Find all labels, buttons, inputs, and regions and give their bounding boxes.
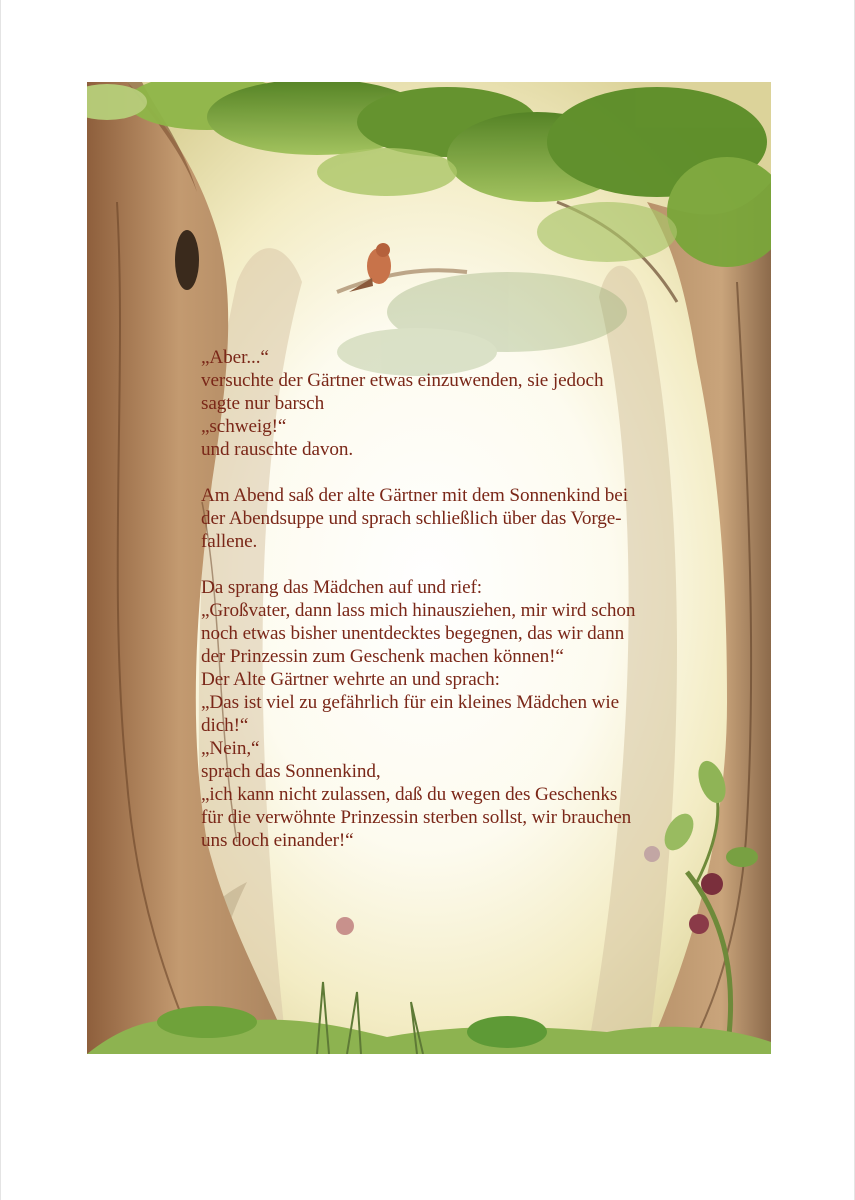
story-line: Da sprang das Mädchen auf und rief: — [201, 577, 483, 598]
story-line: „Aber...“ — [201, 347, 269, 368]
story-line: versuchte der Gärtner etwas einzuwenden, sie jedoch — [201, 370, 604, 391]
story-line: sprach das Sonnenkind, — [201, 761, 381, 782]
paragraph-gap — [201, 461, 661, 484]
story-line: „Großvater, dann lass mich hinausziehen, mir wird schon — [201, 600, 636, 621]
story-line: Der Alte Gärtner wehrte an und sprach: — [201, 669, 500, 690]
story-line: für die verwöhnte Prinzessin sterben sollst, wir brauchen — [201, 807, 632, 828]
story-text — [201, 346, 661, 852]
story-line: „Das ist viel zu gefährlich für ein kleines Mädchen wie — [201, 692, 620, 713]
story-line: der Prinzessin zum Geschenk machen können!“ — [201, 646, 564, 667]
paragraph-gap — [201, 553, 661, 576]
story-line: der Abendsuppe und sprach schließlich über das Vorge- — [201, 508, 622, 529]
story-line: fallene. — [201, 531, 258, 552]
story-line: sagte nur barsch — [201, 393, 325, 414]
story-line: uns doch einander!“ — [201, 830, 354, 851]
story-line: „schweig!“ — [201, 416, 287, 437]
story-line: noch etwas bisher unentdecktes begegnen, das wir dann — [201, 623, 625, 644]
story-line: „ich kann nicht zulassen, daß du wegen des Geschenks — [201, 784, 618, 805]
story-line: und rauschte davon. — [201, 439, 354, 460]
story-line: „Nein,“ — [201, 738, 260, 759]
story-line: dich!“ — [201, 715, 249, 736]
story-line: Am Abend saß der alte Gärtner mit dem Sonnenkind bei — [201, 485, 628, 506]
